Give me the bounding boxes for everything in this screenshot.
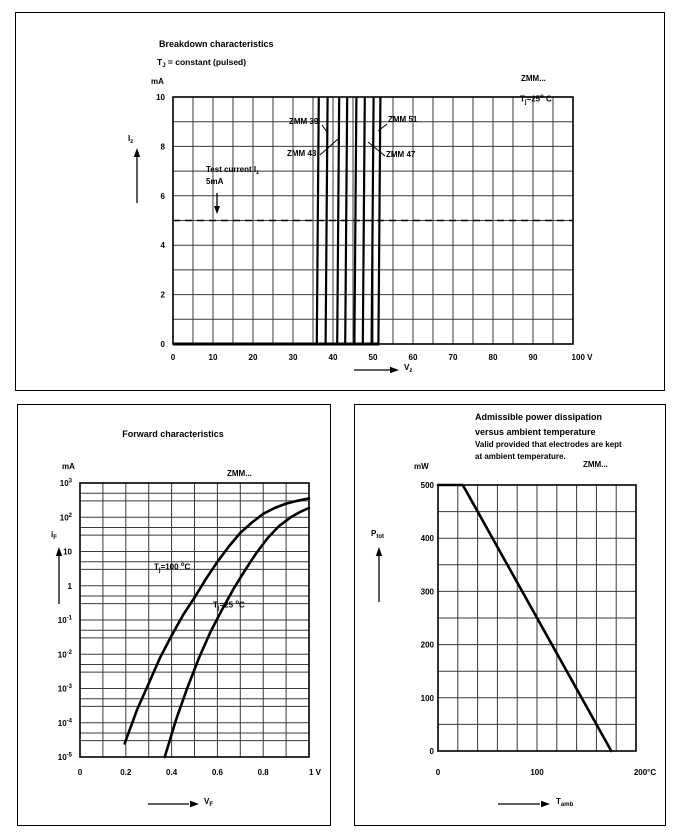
svg-text:200°C: 200°C	[633, 768, 657, 777]
svg-text:200: 200	[420, 640, 434, 650]
svg-text:0: 0	[160, 340, 165, 349]
svg-text:10: 10	[208, 353, 218, 362]
svg-text:8: 8	[160, 142, 165, 152]
svg-text:4: 4	[160, 241, 165, 251]
condition-label: $T_j=25^o$ C	[520, 94, 552, 106]
x-axis-ticks	[78, 768, 322, 777]
y-axis-label: $P_{tot}$	[371, 529, 385, 540]
breakdown-title: Breakdown characteristics	[159, 39, 274, 49]
curve-label-zmm43: ZMM 43	[287, 149, 317, 158]
svg-text:1: 1	[67, 581, 72, 591]
svg-text:0: 0	[429, 747, 434, 756]
svg-text:10-5: $10^{-5}$	[57, 752, 72, 762]
svg-text:100: 100	[420, 693, 434, 703]
part-number-label: ZMM...	[583, 460, 608, 469]
svg-text:70: 70	[448, 353, 458, 362]
power-title-line1: Admissible power dissipation	[475, 412, 603, 422]
power-chart-svg	[355, 405, 664, 824]
y-axis-ticks	[421, 481, 435, 756]
test-current-note-line1: Test current $I_z$	[206, 165, 260, 176]
svg-text:10: 10	[156, 93, 165, 102]
svg-text:20: 20	[248, 353, 258, 362]
x-axis-ticks	[436, 768, 657, 777]
breakdown-chart-svg	[16, 13, 663, 389]
forward-title: Forward characteristics	[122, 429, 224, 439]
svg-text:80: 80	[488, 353, 498, 362]
y-unit-label: mA	[62, 462, 75, 471]
x-axis-label: $T_{amb}$	[556, 797, 574, 808]
svg-text:0: 0	[77, 768, 83, 777]
svg-text:10-4: $10^{-4}$	[57, 718, 72, 728]
svg-text:400: 400	[420, 534, 434, 544]
svg-text:2: 2	[160, 290, 165, 300]
part-number-label: ZMM...	[521, 74, 546, 83]
x-axis-label: $V_F$	[204, 797, 214, 808]
breakdown-chart-panel	[15, 12, 665, 391]
svg-text:10-3: $10^{-3}$	[57, 684, 72, 694]
svg-text:30: 30	[288, 353, 298, 362]
svg-text:0.4: 0.4	[166, 768, 178, 777]
y-unit-label: mA	[151, 77, 164, 86]
svg-text:300: 300	[420, 587, 434, 597]
svg-text:100 V: 100 V	[571, 353, 593, 362]
y-axis-label: $I_z$	[128, 134, 134, 145]
axis-arrows	[376, 547, 550, 807]
svg-text:10-1: $10^{-1}$	[57, 615, 72, 625]
svg-text:90: 90	[528, 353, 538, 362]
svg-text:50: 50	[368, 353, 378, 362]
svg-text:0: 0	[435, 768, 441, 777]
svg-text:100: 100	[530, 768, 544, 777]
svg-text:0.8: 0.8	[257, 768, 269, 777]
svg-text:102: $10^2$	[59, 512, 72, 523]
y-unit-label: mW	[414, 462, 429, 471]
forward-chart-panel	[17, 404, 331, 826]
power-title-line2: versus ambient temperature	[475, 427, 596, 437]
svg-text:103: $10^3$	[59, 478, 72, 488]
curve-label-tj100: $T_j=100$ $^o$C	[154, 562, 191, 574]
x-axis-ticks	[171, 353, 593, 362]
y-axis-ticks	[58, 479, 73, 763]
curve-label-zmm47: ZMM 47	[386, 150, 416, 159]
svg-text:1 V: 1 V	[308, 768, 322, 777]
power-note-line2: at ambient temperature.	[475, 452, 566, 461]
svg-text:0: 0	[170, 353, 176, 362]
breakdown-subtitle: $T_J$ = constant (pulsed)	[157, 57, 247, 69]
svg-text:0.6: 0.6	[211, 768, 223, 777]
y-axis-ticks	[156, 93, 165, 349]
power-chart-panel	[354, 404, 666, 826]
svg-text:0.2: 0.2	[120, 768, 132, 777]
y-axis-label: $i_F$	[51, 530, 57, 541]
curve-label-zmm51: ZMM 51	[388, 115, 418, 124]
svg-text:10: 10	[63, 547, 72, 557]
forward-curves	[125, 498, 309, 757]
svg-text:40: 40	[328, 353, 338, 362]
svg-text:500: 500	[420, 481, 434, 490]
power-title	[475, 410, 602, 440]
test-current-note-line2: 5mA	[206, 177, 224, 186]
curve-label-zmm39: ZMM 39	[289, 117, 319, 126]
svg-text:6: 6	[160, 191, 165, 201]
svg-text:60: 60	[408, 353, 418, 362]
x-axis-label: $V_z$	[404, 363, 413, 374]
grid	[80, 483, 309, 757]
part-number-label: ZMM...	[227, 469, 252, 478]
curve-label-tj25: $T_j=25$ $^o$C	[213, 600, 245, 612]
power-note-line1: Valid provided that electrodes are kept	[475, 440, 622, 449]
svg-text:10-2: $10^{-2}$	[57, 649, 72, 660]
